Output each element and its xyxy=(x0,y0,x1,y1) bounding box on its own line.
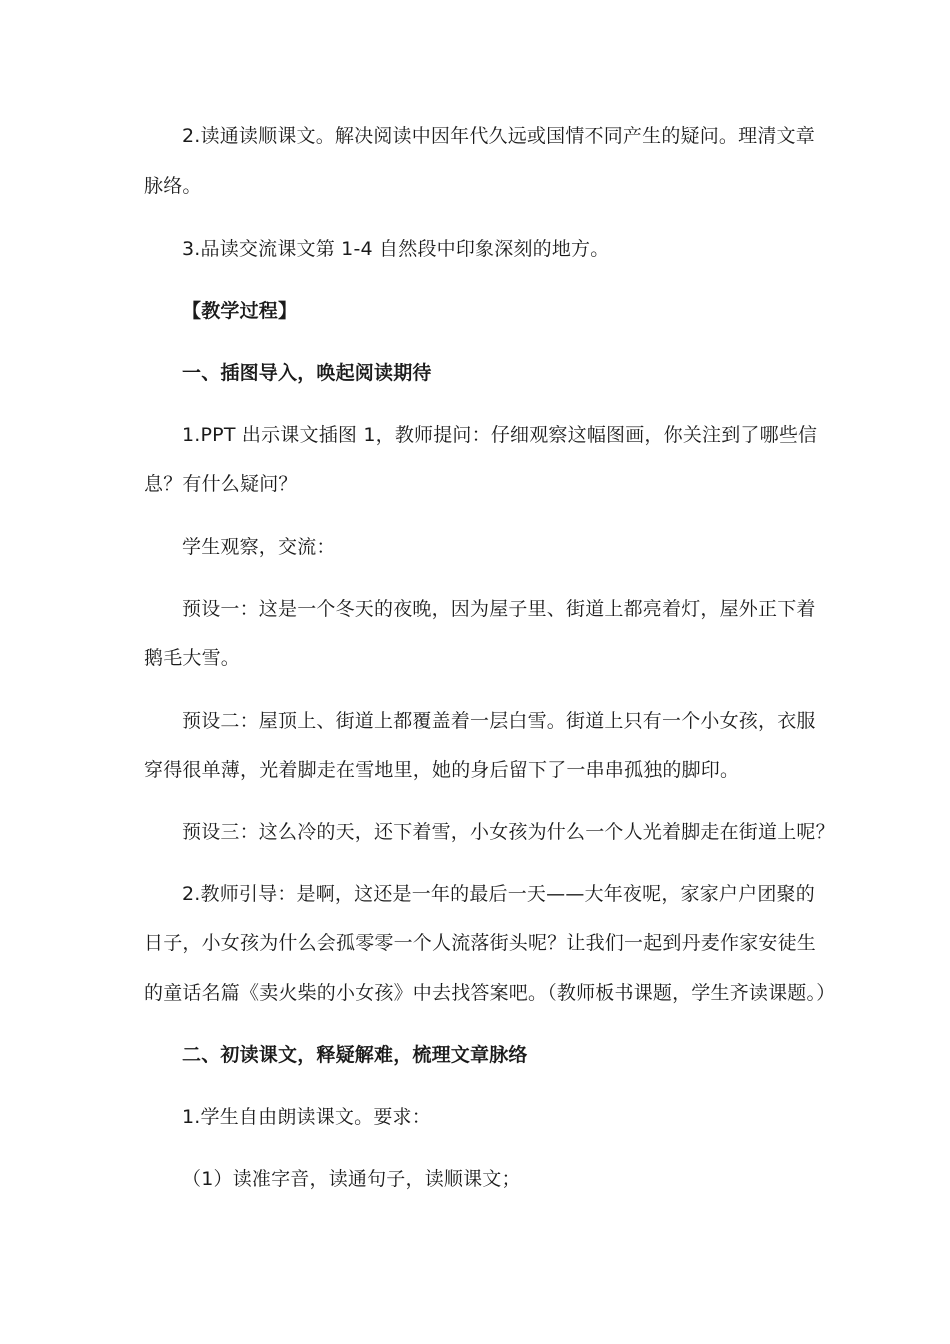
section-heading: 【教学过程】 xyxy=(182,300,298,322)
paragraph-line: 预设二：屋顶上、街道上都覆盖着一层白雪。街道上只有一个小女孩，衣服 xyxy=(182,710,816,732)
paragraph-line: 鹅毛大雪。 xyxy=(144,647,241,669)
paragraph-line: 的童话名篇《卖火柴的小女孩》中去找答案吧。（教师板书课题，学生齐读课题。） xyxy=(144,982,836,1004)
paragraph-line: 2.读通读顺课文。解决阅读中因年代久远或国情不同产生的疑问。理清文章 xyxy=(182,125,815,147)
paragraph-line: 日子，小女孩为什么会孤零零一个人流落街头呢？让我们一起到丹麦作家安徒生 xyxy=(144,932,817,954)
paragraph-line: 预设一：这是一个冬天的夜晚，因为屋子里、街道上都亮着灯，屋外正下着 xyxy=(182,598,816,620)
paragraph-line: 预设三：这么冷的天，还下着雪，小女孩为什么一个人光着脚走在街道上呢？ xyxy=(182,821,835,843)
paragraph-line: 2.教师引导：是啊，这还是一年的最后一天——大年夜呢，家家户户团聚的 xyxy=(182,883,815,905)
paragraph-line: 1.学生自由朗读课文。要求： xyxy=(182,1106,431,1128)
paragraph-line: 脉络。 xyxy=(144,175,202,197)
paragraph-line: （1）读准字音，读通句子，读顺课文； xyxy=(182,1168,521,1190)
paragraph-line: 穿得很单薄，光着脚走在雪地里，她的身后留下了一串串孤独的脚印。 xyxy=(144,759,740,781)
section-heading: 一、插图导入，唤起阅读期待 xyxy=(182,362,432,384)
paragraph-line: 学生观察，交流： xyxy=(182,536,336,558)
section-heading: 二、初读课文，释疑解难，梳理文章脉络 xyxy=(182,1044,528,1066)
paragraph-line: 3.品读交流课文第 1-4 自然段中印象深刻的地方。 xyxy=(182,238,610,260)
paragraph-line: 息？有什么疑问？ xyxy=(144,473,298,495)
paragraph-line: 1.PPT 出示课文插图 1，教师提问：仔细观察这幅图画，你关注到了哪些信 xyxy=(182,424,818,446)
